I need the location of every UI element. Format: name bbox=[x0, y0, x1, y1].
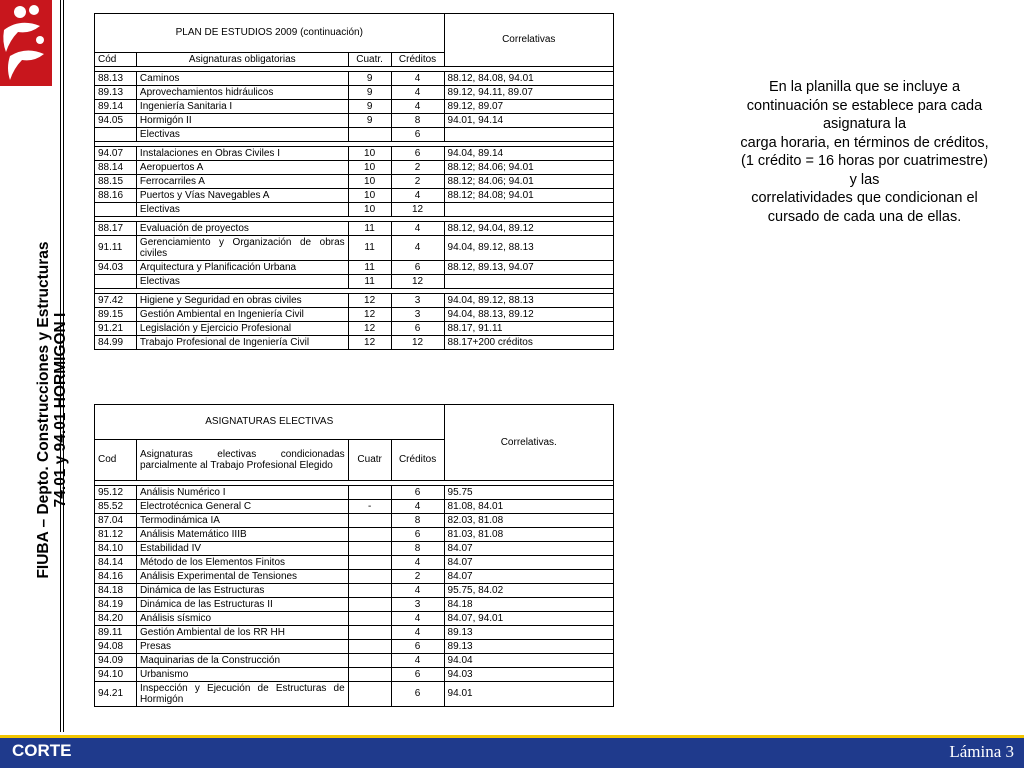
footer-bar bbox=[0, 735, 1024, 768]
cell-asignatura: Aprovechamientos hidráulicos bbox=[136, 86, 348, 100]
cell-asignatura: Análisis Numérico I bbox=[136, 486, 348, 500]
table2-row bbox=[95, 682, 614, 707]
cell-cod: 81.12 bbox=[95, 528, 137, 542]
cell-creditos: 4 bbox=[391, 584, 444, 598]
cell-cuatr: 12 bbox=[348, 336, 391, 350]
cell-cod: 84.19 bbox=[95, 598, 137, 612]
cell-creditos: 8 bbox=[391, 514, 444, 528]
sidebar-title-line1: FIUBA – Depto. Construcciones y Estructuras bbox=[35, 241, 52, 579]
cell-asignatura: Instalaciones en Obras Civiles I bbox=[136, 147, 348, 161]
cell-cod: 84.99 bbox=[95, 336, 137, 350]
cell-cuatr: 11 bbox=[348, 275, 391, 289]
table1-header-creditos: Créditos bbox=[391, 53, 444, 67]
cell-cuatr bbox=[348, 556, 391, 570]
cell-asignatura: Ferrocarriles A bbox=[136, 175, 348, 189]
cell-creditos: 6 bbox=[391, 322, 444, 336]
table1-row bbox=[95, 294, 614, 308]
table2-header-cuatr: Cuatr bbox=[348, 440, 391, 481]
cell-cod: 94.07 bbox=[95, 147, 137, 161]
cell-asignatura: Electrotécnica General C bbox=[136, 500, 348, 514]
cell-cod: 89.14 bbox=[95, 100, 137, 114]
cell-correlativas: 94.01 bbox=[444, 682, 613, 707]
cell-creditos: 4 bbox=[391, 222, 444, 236]
cell-creditos: 3 bbox=[391, 598, 444, 612]
cell-asignatura: Ingeniería Sanitaria I bbox=[136, 100, 348, 114]
table1-row bbox=[95, 189, 614, 203]
note-line: (1 crédito = 16 horas por cuatrimestre) bbox=[740, 153, 988, 169]
cell-cod: 91.21 bbox=[95, 322, 137, 336]
cell-correlativas: 88.17, 91.11 bbox=[444, 322, 613, 336]
note-line: cursado de cada una de ellas. bbox=[767, 208, 962, 225]
cell-cuatr: 12 bbox=[348, 308, 391, 322]
cell-cod: 84.18 bbox=[95, 584, 137, 598]
cell-creditos: 6 bbox=[391, 261, 444, 275]
note-line: En la planilla que se incluye a bbox=[768, 79, 961, 95]
cell-cuatr bbox=[348, 570, 391, 584]
cell-creditos: 3 bbox=[391, 294, 444, 308]
cell-cuatr bbox=[348, 584, 391, 598]
cell-creditos: 2 bbox=[391, 161, 444, 175]
cell-correlativas: 84.07 bbox=[444, 570, 613, 584]
table1-row bbox=[95, 275, 614, 289]
cell-cod: 94.10 bbox=[95, 668, 137, 682]
note-line: carga horaria, en términos de créditos, bbox=[740, 134, 989, 151]
table2-row bbox=[95, 640, 614, 654]
table1-header-cod: Cód bbox=[95, 53, 137, 67]
cell-cod: 94.03 bbox=[95, 261, 137, 275]
note-line: y las bbox=[849, 171, 880, 188]
cell-correlativas: 89.12, 94.11, 89.07 bbox=[444, 86, 613, 100]
note-line: correlatividades que condicionan el bbox=[751, 190, 978, 206]
cell-creditos: 12 bbox=[391, 275, 444, 289]
cell-asignatura: Análisis Experimental de Tensiones bbox=[136, 570, 348, 584]
cell-correlativas bbox=[444, 128, 613, 142]
cell-cod: 88.16 bbox=[95, 189, 137, 203]
table1-title: PLAN DE ESTUDIOS 2009 (continuación) bbox=[95, 14, 445, 53]
cell-asignatura: Presas bbox=[136, 640, 348, 654]
cell-cod: 84.16 bbox=[95, 570, 137, 584]
table2-row bbox=[95, 584, 614, 598]
cell-correlativas: 84.07 bbox=[444, 556, 613, 570]
cell-correlativas: 94.04, 88.13, 89.12 bbox=[444, 308, 613, 322]
cell-creditos: 4 bbox=[391, 500, 444, 514]
fiuba-logo bbox=[0, 0, 52, 86]
cell-creditos: 8 bbox=[391, 114, 444, 128]
cell-creditos: 4 bbox=[391, 72, 444, 86]
cell-cuatr bbox=[348, 612, 391, 626]
cell-cuatr bbox=[348, 514, 391, 528]
note-line: asignatura la bbox=[822, 116, 907, 132]
cell-cuatr: 10 bbox=[348, 203, 391, 217]
cell-correlativas: 84.07, 94.01 bbox=[444, 612, 613, 626]
table1-header-asignaturas: Asignaturas obligatorias bbox=[136, 53, 348, 67]
cell-cuatr bbox=[348, 654, 391, 668]
cell-cuatr: 9 bbox=[348, 86, 391, 100]
cell-cuatr: 11 bbox=[348, 236, 391, 261]
cell-correlativas: 89.13 bbox=[444, 626, 613, 640]
cell-creditos: 4 bbox=[391, 556, 444, 570]
cell-cuatr: 12 bbox=[348, 294, 391, 308]
cell-cod: 84.10 bbox=[95, 542, 137, 556]
cell-creditos: 6 bbox=[391, 486, 444, 500]
cell-creditos: 6 bbox=[391, 640, 444, 654]
footer-accent-line bbox=[0, 735, 1024, 738]
cell-asignatura: Electivas bbox=[136, 128, 348, 142]
cell-creditos: 6 bbox=[391, 682, 444, 707]
table2-row bbox=[95, 598, 614, 612]
cell-cuatr bbox=[348, 486, 391, 500]
cell-creditos: 4 bbox=[391, 189, 444, 203]
table1-row bbox=[95, 322, 614, 336]
cell-cuatr: 12 bbox=[348, 322, 391, 336]
cell-cuatr: 10 bbox=[348, 189, 391, 203]
cell-cuatr bbox=[348, 528, 391, 542]
cell-creditos: 6 bbox=[391, 147, 444, 161]
cell-cod: 88.13 bbox=[95, 72, 137, 86]
cell-cod: 94.09 bbox=[95, 654, 137, 668]
cell-creditos: 4 bbox=[391, 100, 444, 114]
cell-cuatr: - bbox=[348, 500, 391, 514]
cell-creditos: 4 bbox=[391, 236, 444, 261]
cell-correlativas: 81.08, 84.01 bbox=[444, 500, 613, 514]
table1-header-correlativas: Correlativas bbox=[444, 14, 613, 67]
table2-row bbox=[95, 612, 614, 626]
cell-correlativas: 84.18 bbox=[444, 598, 613, 612]
table1-row bbox=[95, 114, 614, 128]
cell-correlativas: 88.12; 84.06; 94.01 bbox=[444, 161, 613, 175]
cell-creditos: 2 bbox=[391, 175, 444, 189]
cell-asignatura: Hormigón II bbox=[136, 114, 348, 128]
cell-correlativas: 95.75, 84.02 bbox=[444, 584, 613, 598]
table2-row bbox=[95, 654, 614, 668]
cell-creditos: 2 bbox=[391, 570, 444, 584]
cell-asignatura: Dinámica de las Estructuras bbox=[136, 584, 348, 598]
table1-row bbox=[95, 128, 614, 142]
cell-correlativas: 88.12; 84.08; 94.01 bbox=[444, 189, 613, 203]
cell-cod: 94.05 bbox=[95, 114, 137, 128]
cell-asignatura: Higiene y Seguridad en obras civiles bbox=[136, 294, 348, 308]
cell-cod: 88.14 bbox=[95, 161, 137, 175]
table2-row bbox=[95, 556, 614, 570]
cell-cuatr bbox=[348, 668, 391, 682]
cell-correlativas bbox=[444, 203, 613, 217]
table2-row bbox=[95, 668, 614, 682]
table2-row bbox=[95, 486, 614, 500]
cell-cod: 91.11 bbox=[95, 236, 137, 261]
table2-header-correlativas: Correlativas. bbox=[444, 405, 613, 481]
cell-asignatura: Arquitectura y Planificación Urbana bbox=[136, 261, 348, 275]
cell-creditos: 4 bbox=[391, 626, 444, 640]
note-line: continuación se establece para cada bbox=[746, 97, 983, 114]
cell-cod: 88.17 bbox=[95, 222, 137, 236]
cell-cuatr bbox=[348, 626, 391, 640]
table2-row bbox=[95, 500, 614, 514]
cell-cod: 89.15 bbox=[95, 308, 137, 322]
cell-asignatura: Legislación y Ejercicio Profesional bbox=[136, 322, 348, 336]
cell-cuatr: 10 bbox=[348, 161, 391, 175]
footer-slide-number: Lámina 3 bbox=[949, 742, 1014, 761]
table1-row bbox=[95, 222, 614, 236]
cell-creditos: 3 bbox=[391, 308, 444, 322]
cell-creditos: 4 bbox=[391, 654, 444, 668]
cell-correlativas: 89.13 bbox=[444, 640, 613, 654]
table2-row bbox=[95, 528, 614, 542]
cell-cod: 85.52 bbox=[95, 500, 137, 514]
cell-cuatr bbox=[348, 682, 391, 707]
table1-header-cuatr: Cuatr. bbox=[348, 53, 391, 67]
cell-cuatr bbox=[348, 640, 391, 654]
cell-cod: 97.42 bbox=[95, 294, 137, 308]
cell-cuatr: 10 bbox=[348, 175, 391, 189]
cell-cuatr bbox=[348, 598, 391, 612]
cell-correlativas: 94.04, 89.12, 88.13 bbox=[444, 236, 613, 261]
cell-asignatura: Dinámica de las Estructuras II bbox=[136, 598, 348, 612]
table2-header-cod: Cod bbox=[95, 440, 137, 481]
cell-correlativas: 88.12, 84.08, 94.01 bbox=[444, 72, 613, 86]
plan-estudios-table bbox=[94, 13, 614, 350]
cell-correlativas: 94.03 bbox=[444, 668, 613, 682]
cell-asignatura: Puertos y Vías Navegables A bbox=[136, 189, 348, 203]
cell-creditos: 6 bbox=[391, 668, 444, 682]
cell-cod: 94.21 bbox=[95, 682, 137, 707]
cell-cuatr: 11 bbox=[348, 222, 391, 236]
cell-cuatr: 9 bbox=[348, 114, 391, 128]
cell-asignatura: Gestión Ambiental de los RR HH bbox=[136, 626, 348, 640]
cell-cod: 89.11 bbox=[95, 626, 137, 640]
cell-asignatura: Electivas bbox=[136, 203, 348, 217]
table1-row bbox=[95, 308, 614, 322]
cell-cod: 84.14 bbox=[95, 556, 137, 570]
cell-cuatr: 9 bbox=[348, 72, 391, 86]
cell-creditos: 4 bbox=[391, 86, 444, 100]
cell-asignatura: Maquinarias de la Construcción bbox=[136, 654, 348, 668]
table1-row bbox=[95, 236, 614, 261]
table1-row bbox=[95, 100, 614, 114]
table2-header-creditos: Créditos bbox=[391, 440, 444, 481]
table2-title: ASIGNATURAS ELECTIVAS bbox=[95, 405, 445, 440]
cell-correlativas: 84.07 bbox=[444, 542, 613, 556]
cell-asignatura: Gerenciamiento y Organización de obras civiles bbox=[136, 236, 348, 261]
cell-cuatr: 10 bbox=[348, 147, 391, 161]
cell-correlativas: 88.17+200 créditos bbox=[444, 336, 613, 350]
table1-row bbox=[95, 161, 614, 175]
cell-creditos: 4 bbox=[391, 612, 444, 626]
cell-cod: 84.20 bbox=[95, 612, 137, 626]
table1-row bbox=[95, 86, 614, 100]
cell-asignatura: Termodinámica IA bbox=[136, 514, 348, 528]
cell-cod: 89.13 bbox=[95, 86, 137, 100]
cell-asignatura: Urbanismo bbox=[136, 668, 348, 682]
cell-cuatr bbox=[348, 128, 391, 142]
cell-correlativas: 95.75 bbox=[444, 486, 613, 500]
cell-correlativas: 94.01, 94.14 bbox=[444, 114, 613, 128]
table2-row bbox=[95, 514, 614, 528]
table1-row bbox=[95, 72, 614, 86]
cell-correlativas: 88.12, 94.04, 89.12 bbox=[444, 222, 613, 236]
cell-creditos: 12 bbox=[391, 203, 444, 217]
table1-row bbox=[95, 175, 614, 189]
cell-asignatura: Trabajo Profesional de Ingeniería Civil bbox=[136, 336, 348, 350]
cell-cod: 95.12 bbox=[95, 486, 137, 500]
cell-correlativas: 81.03, 81.08 bbox=[444, 528, 613, 542]
cell-correlativas bbox=[444, 275, 613, 289]
footer-section-label: CORTE bbox=[12, 741, 72, 760]
table2-row bbox=[95, 570, 614, 584]
cell-cod bbox=[95, 275, 137, 289]
cell-creditos: 12 bbox=[391, 336, 444, 350]
cell-asignatura: Evaluación de proyectos bbox=[136, 222, 348, 236]
table2-header-asignaturas: Asignaturas electivas condicionadas parcialmente al Trabajo Profesional Elegido bbox=[136, 440, 348, 481]
table1-row bbox=[95, 203, 614, 217]
cell-asignatura: Estabilidad IV bbox=[136, 542, 348, 556]
cell-creditos: 8 bbox=[391, 542, 444, 556]
cell-cuatr: 11 bbox=[348, 261, 391, 275]
explanation-note bbox=[712, 78, 1017, 226]
cell-asignatura: Análisis sísmico bbox=[136, 612, 348, 626]
table2-row bbox=[95, 542, 614, 556]
cell-cod: 94.08 bbox=[95, 640, 137, 654]
cell-correlativas: 89.12, 89.07 bbox=[444, 100, 613, 114]
cell-cod: 88.15 bbox=[95, 175, 137, 189]
cell-correlativas: 94.04 bbox=[444, 654, 613, 668]
table1-row bbox=[95, 147, 614, 161]
table2-row bbox=[95, 626, 614, 640]
cell-correlativas: 88.12; 84.06; 94.01 bbox=[444, 175, 613, 189]
cell-creditos: 6 bbox=[391, 128, 444, 142]
cell-cod bbox=[95, 128, 137, 142]
cell-correlativas: 94.04, 89.14 bbox=[444, 147, 613, 161]
cell-cod bbox=[95, 203, 137, 217]
cell-asignatura: Inspección y Ejecución de Estructuras de Hormigón bbox=[136, 682, 348, 707]
cell-correlativas: 88.12, 89.13, 94.07 bbox=[444, 261, 613, 275]
cell-asignatura: Caminos bbox=[136, 72, 348, 86]
cell-cuatr: 9 bbox=[348, 100, 391, 114]
cell-cuatr bbox=[348, 542, 391, 556]
cell-cod: 87.04 bbox=[95, 514, 137, 528]
cell-asignatura: Gestión Ambiental en Ingeniería Civil bbox=[136, 308, 348, 322]
sidebar-title bbox=[35, 85, 69, 735]
cell-asignatura: Método de los Elementos Finitos bbox=[136, 556, 348, 570]
asignaturas-electivas-table bbox=[94, 404, 614, 707]
cell-asignatura: Aeropuertos A bbox=[136, 161, 348, 175]
cell-asignatura: Análisis Matemático IIIB bbox=[136, 528, 348, 542]
cell-correlativas: 94.04, 89.12, 88.13 bbox=[444, 294, 613, 308]
cell-creditos: 6 bbox=[391, 528, 444, 542]
table1-row bbox=[95, 336, 614, 350]
cell-correlativas: 82.03, 81.08 bbox=[444, 514, 613, 528]
cell-asignatura: Electivas bbox=[136, 275, 348, 289]
table1-row bbox=[95, 261, 614, 275]
sidebar-title-line2: 74.01 y 94.01 HORMIGON I bbox=[52, 312, 69, 508]
